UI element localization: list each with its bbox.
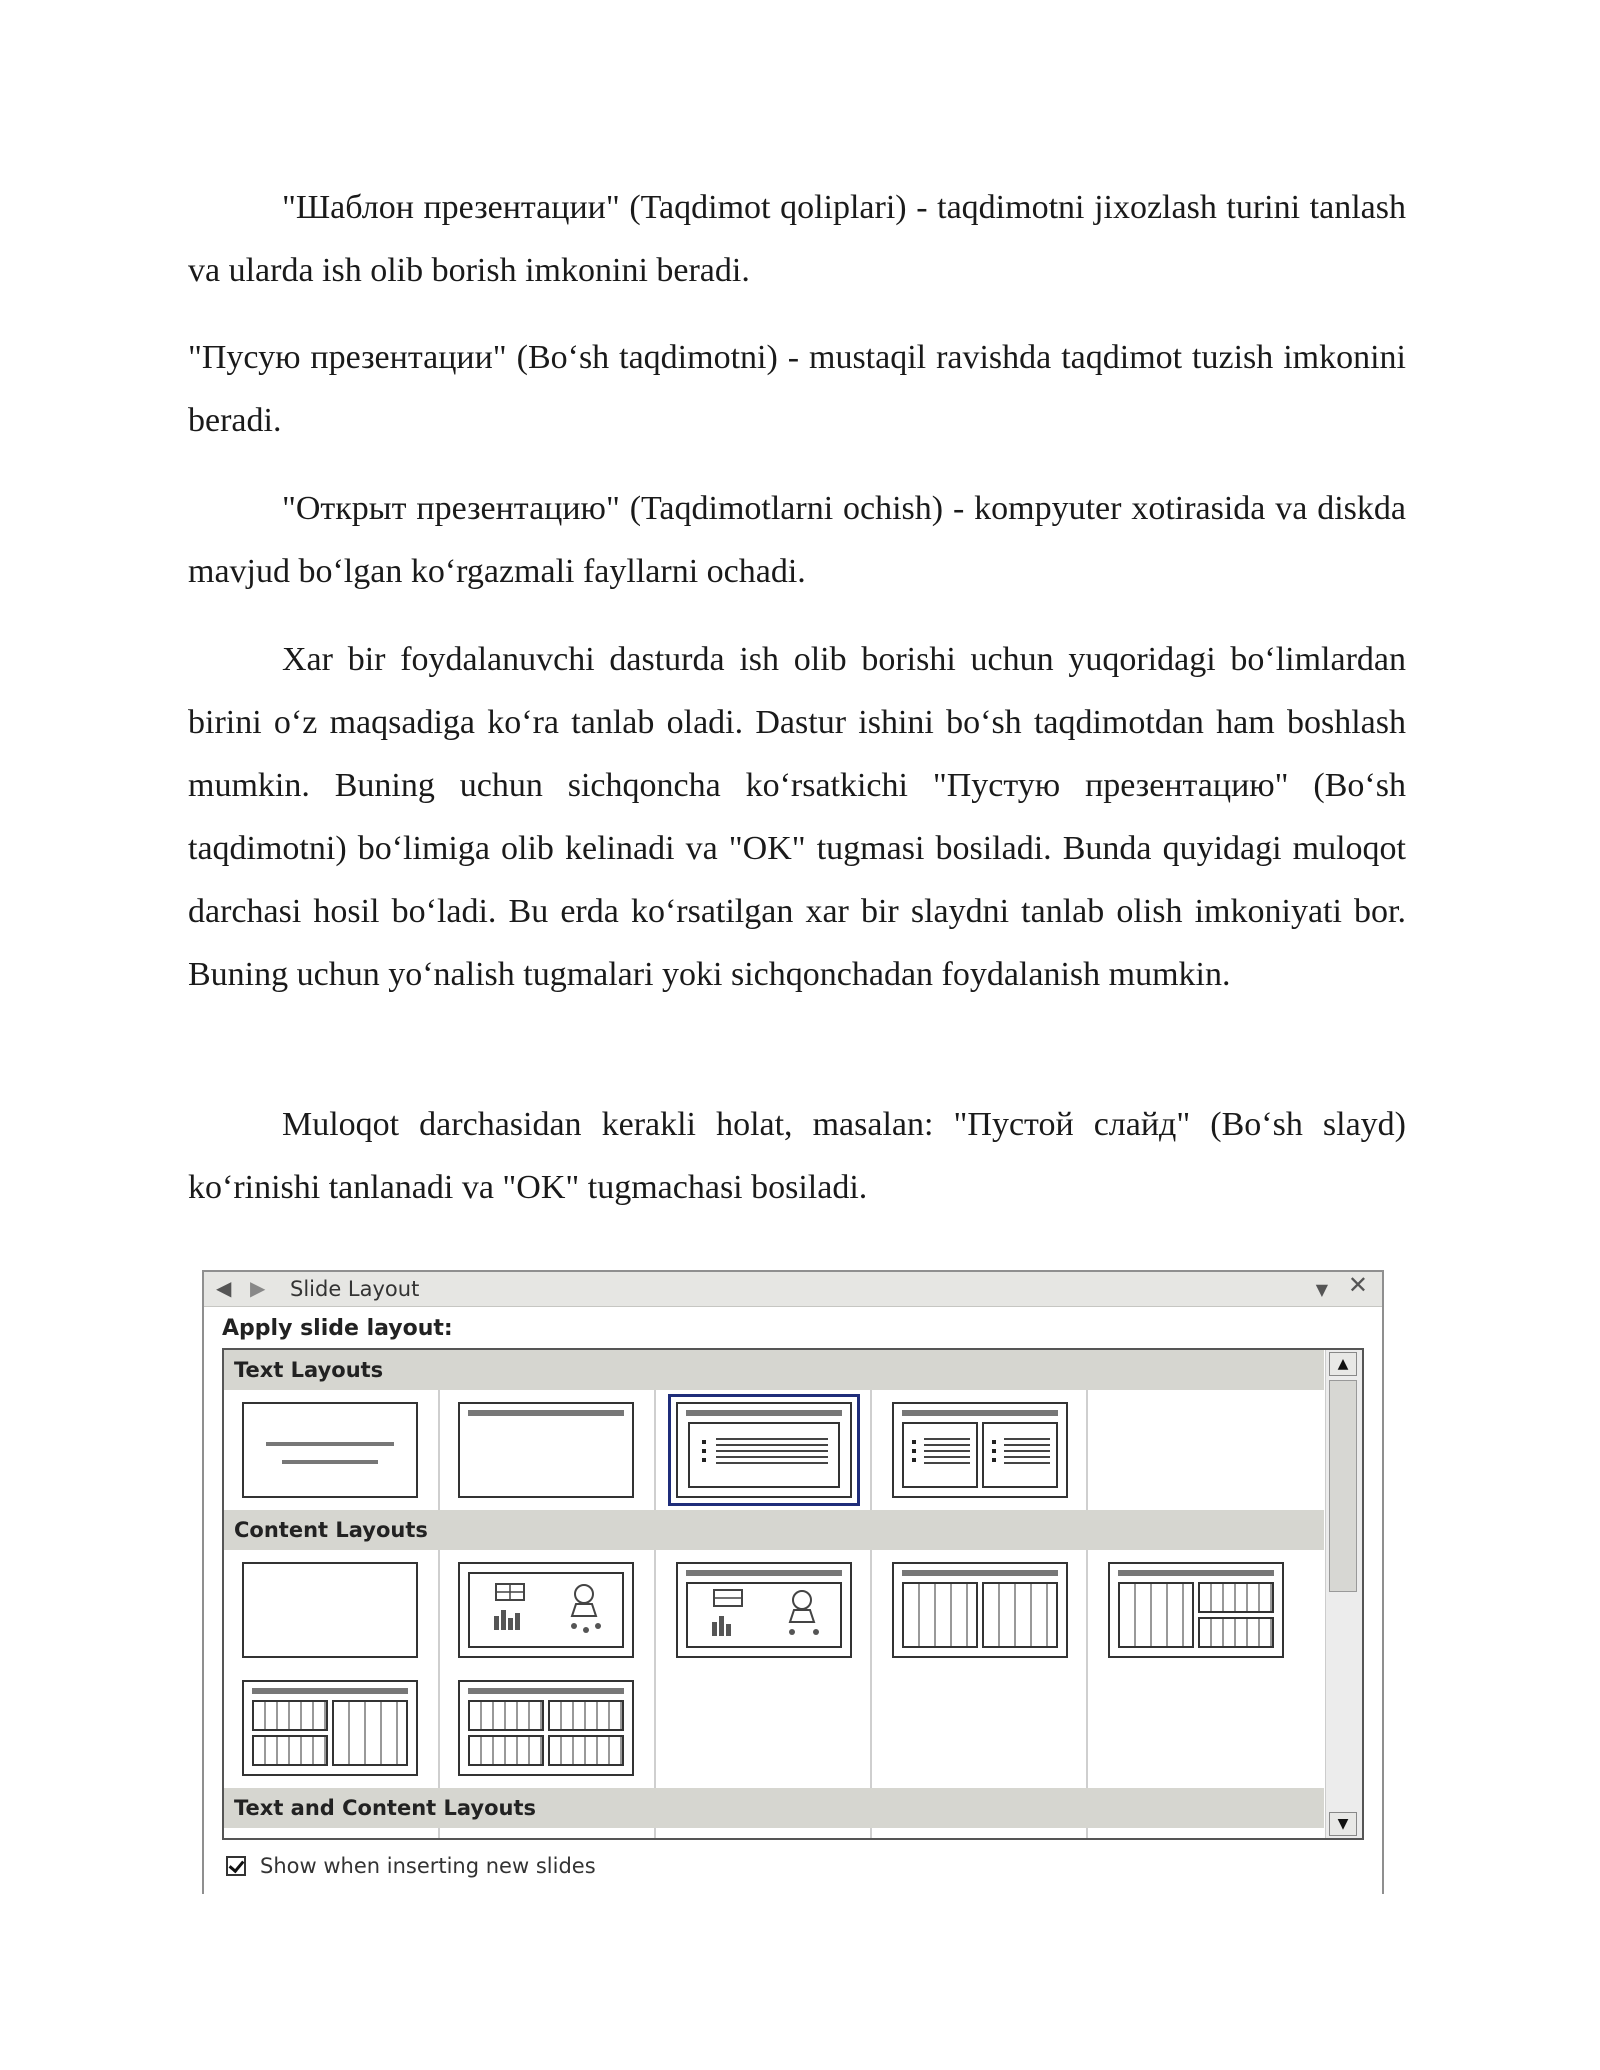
layout-content[interactable] <box>458 1562 634 1658</box>
paragraph-1: "Шаблон презентации" (Taqdimot qoliplari) - taqdimotni jixozlash turini tanlash va ularda ish olib borish imkonini beradi. <box>188 189 1406 289</box>
layout-title-and-content[interactable] <box>676 1562 852 1658</box>
dropdown-arrow-icon[interactable]: ▼ <box>1315 1280 1328 1299</box>
layout-title-two-content-and-content[interactable] <box>242 1680 418 1776</box>
layout-title-content-and-two-content[interactable] <box>1108 1562 1284 1658</box>
paragraph-2: "Пусую презентации" (Bo‘sh taqdimotni) - mustaqil ravishda taqdimot tuzish imkonini beradi. <box>188 339 1406 439</box>
section-header-text-and-content-layouts: Text and Content Layouts <box>224 1788 1324 1828</box>
back-arrow-icon[interactable]: ◀ <box>216 1276 232 1300</box>
panel-title: Slide Layout <box>290 1277 420 1301</box>
paragraph-4: Xar bir foydalanuvchi dasturda ish olib borishi uchun yuqoridagi bo‘limlardan birini o‘z maqsadiga ko‘ra tanlab oladi. Dastur ishini bo‘sh taqdimotdan ham boshlash mumkin. Buning uchun sichqoncha ko‘rsatkichi "Пустую презентацию" (Bo‘sh taqdimotni) bo‘limiga olib kelinadi va "OK" tugmasi bosiladi. Bunda quyidagi muloqot darchasi hosil bo‘ladi. Bu erda ko‘rsatilgan xar bir slaydni tanlab olish imkoniyati bor. Buning uchun yo‘nalish tugmalari yoki sichqonchadan foydalanish mumkin. <box>188 641 1406 993</box>
layout-title-and-text[interactable] <box>676 1402 852 1498</box>
layout-blank[interactable] <box>242 1562 418 1658</box>
layout-two-column-text[interactable] <box>892 1402 1068 1498</box>
panel-titlebar <box>204 1272 1382 1307</box>
layout-listbox[interactable] <box>222 1348 1364 1840</box>
layout-title-slide[interactable] <box>242 1402 418 1498</box>
chart-table-icon <box>708 1588 778 1642</box>
show-new-slides-checkbox[interactable] <box>226 1856 246 1876</box>
scroll-thumb[interactable] <box>1329 1380 1357 1592</box>
clipart-person-icon <box>554 1582 624 1636</box>
section-header-text-layouts: Text Layouts <box>224 1350 1324 1390</box>
listbox-scrollbar[interactable] <box>1325 1350 1362 1838</box>
show-new-slides-option[interactable] <box>226 1854 596 1878</box>
forward-arrow-icon[interactable]: ▶ <box>250 1276 266 1300</box>
layout-title-only[interactable] <box>458 1402 634 1498</box>
close-icon[interactable]: ✕ <box>1347 1271 1368 1299</box>
chart-table-icon <box>490 1582 560 1636</box>
clipart-person-icon <box>772 1588 842 1642</box>
apply-layout-label: Apply slide layout: <box>222 1316 453 1341</box>
paragraph-3: "Открыт презентацию" (Taqdimotlarni ochish) - kompyuter xotirasida va diskda mavjud bo‘lgan ko‘rgazmali fayllarni ochadi. <box>188 490 1406 590</box>
slide-layout-panel <box>202 1270 1384 1894</box>
section-header-content-layouts: Content Layouts <box>224 1510 1324 1550</box>
show-new-slides-label: Show when inserting new slides <box>260 1854 596 1878</box>
paragraph-5: Muloqot darchasidan kerakli holat, masalan: "Пустой слайд" (Bo‘sh slayd) ko‘rinishi tanlanadi va "OK" tugmachasi bosiladi. <box>188 1106 1406 1206</box>
layout-title-and-four-content[interactable] <box>458 1680 634 1776</box>
scroll-up-icon[interactable]: ▲ <box>1329 1352 1357 1376</box>
layout-title-and-two-content[interactable] <box>892 1562 1068 1658</box>
scroll-down-icon[interactable]: ▼ <box>1329 1812 1357 1836</box>
